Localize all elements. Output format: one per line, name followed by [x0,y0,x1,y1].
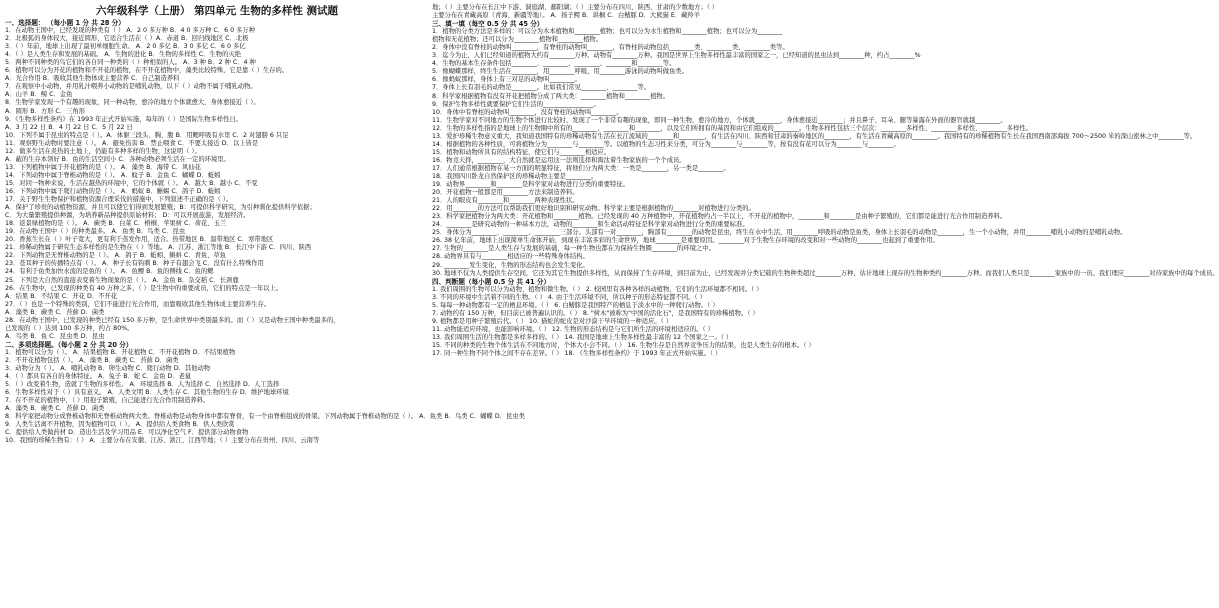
question-line: 11．生物学家对不同地方的生物个体进行比较时，发现了一个非常有趣的现象，即同一种生物，愈冷的地方，个体就________，身体愈接近________；并且鼻子、耳朵、腿等暴露在外面的器官就越________。 [432,116,1007,124]
question-line: 6．生物多样性对于（ ）具有意义。 A．人类文明 B．人类生存 C．其他生物的生存 D．维护地球环境 [5,389,289,397]
question-line: 4．（ ）是人类生存和发展的基础。 A．生物的进化 B．生物的多样性 C．生物的灭绝 [5,51,241,59]
question-line: 29. ________发生变化，生物的形态结构也会发生变化。 [432,261,589,269]
question-line: 10．我国的珍稀生物有：（ ） A．主要分布在安徽、江苏、浙江、江西等地；（ ）主要分布在贵州、四川、云南等 [5,437,320,445]
question-line: 15．对同一物种来说，生活在越热的环境中，它的个体就（ ）。 A．越大 B．越小 C．不变 [5,179,258,187]
question-line: A．蔽的生存本领好 B．鱼的生活空间小 C．各种动物必须生活在一定的环境里。 [5,155,230,163]
question-line: 8．生物学家发现一个有趣的现象，同一种动物，愈冷的地方个体就愈大，身体愈接近（ ）。 [5,99,260,107]
question-line: 28．在动物王国中，已发现的种类已经有 150 多万种，是生命世界中类别最多的。而（ ）又是动物王国中种类最多的， [5,316,340,324]
question-line: 21．珍稀动物属于研究生态多样性的是生物在（ ）等地。 A．江苏、浙江等地 B．长江中下游 C．四川、陕西 [5,244,312,252]
question-line: 20．开花植物一般都是用________方法来制造养料。 [432,189,579,197]
question-line: 植物和无花植物；还可以分为________植物和________植物。 [432,36,603,44]
question-line: 9．保护生物多样性就要保护它们生活的________________。 [432,100,600,108]
question-line: 26. 38 亿年前，地球上出现简单生命体开始，到现在丰富多彩的生命世界，地球________是重要原因。________对于生物生存环境的改变和对一些动物的________也起到了重要作用。 [432,237,939,245]
section-heading: 一、选择题： （每小题 1 分 共 28 分） [5,19,125,27]
question-line: 13．爱护珍稀生物意义重大，我知道我国特有的珍稀动物有生活在长江流域的________和________，有生活在四川、陕西和甘肃的秦岭地区的________，有生活在青藏高原的________。我国特有的珍稀植物有生长在我国西南部海拔 700～2500 米的深山密林之中________等。 [432,132,1197,140]
question-line: 21．人的眼皮有________和________两种表现性状。 [432,197,579,205]
question-line: 26．在生物中，已发现的种类有 40 万种之多，（ ）是生物中的重要成员，它们的特点是一年以上。 [5,284,283,292]
question-line: 9．《生物多样性条约》在 1993 年正式开始实施，每年的（ ）是国际生物多样性日。 [5,115,242,123]
section-heading: 三、填一填（每空 0.5 分 共 45 分） [432,20,544,29]
right-lines [432,4,1219,358]
question-line: 10．下列不属于昆虫的特点是（ ）。A．体躯三段头、胸、腹 B．用鳃呼吸有水里 C．2 对翅膀 6 只足 [5,131,289,139]
question-line: 15．植物和动物所具有的结构特征，使它们与________相适应。 [432,148,611,156]
question-line: A．山羊 B．鲸 C．金鱼 [5,91,73,99]
question-line: 11．观察野生动物时要注意（ ）。 A．避免伤害 B．禁止喂食 C．不要太接近 D．以上皆是 [5,139,259,147]
question-line: 9．人类生活离不开植物，因为植物可以（ ）。 A．提供给人类食物 B．供人类欣赏 [5,421,235,429]
question-line: 13．下列植物中属于开花植物的是（ ）。 A．藻类 B．海带 C．风仙花 [5,163,201,171]
question-line: 19．在动物王国中（ ）的种类最多。 A．鱼类 B．鸟类 C．昆虫 [5,228,186,236]
question-line: A．结果 B．不结果 C．开花 D．不开花 [5,292,118,300]
question-line: 14．下列动物中属于脊椎动物的是（ ）。 A．蚊子 B．金鱼 C．蝴蝶 D．蚯蚓 [5,171,221,179]
question-line: A．藻类 B．蕨类 C．苔藓 D．菌类 [5,405,105,413]
question-line: 1．在动物王国中，已经发现的种类有（ ） A．2 0 多万种 B．4 0 多万种 C．6 0 多万种 [5,27,255,35]
question-line: 17．关于野生生物保护和植物资源合理采伐的措施中，下列叙述不正确的是（ ）。 [5,196,233,204]
question-line: 25．身体分为________、________、________三部分。头部有一对________，胸部有________的动物是昆虫，终生在水中生活，用________呼吸的动物是鱼类，身体上长羽毛的动物是________，生一个小动物，并用________哺乳小动物的是哺乳动物。 [432,229,1127,237]
question-line: A．鸟类 B．鱼 C．昆虫类 D．昆虫 [5,332,105,340]
question-line: 6．植物可以分为开花的植物和不开花的植物，在不开花植物中，藻类比较特殊，它是靠（ ）生存的。 [5,67,289,75]
question-line: 22．用________的方法可以帮助我们更好地识别和研究动物。科学家主要是根据植物的________对植物进行分类的。 [432,205,755,213]
question-line: 5．像蝴蝶那样，终生生活在________，用________呼吸，用________游泳的动物叫做鱼类。 [432,68,688,76]
question-line: A．3 月 22 日 B．4 月 22 日 C．5 月 22 日 [5,123,133,131]
section-heading: 四、判断题（每小题 0.5 分 共 41 分） [432,277,551,286]
question-line: 6．像蚂蚁那样，身体上有三对足的动物叫________。 [432,76,581,84]
question-line: 25．下列是大自然的直接表变着生物现象的是（ ）。 A．金鱼 B．杂交稻 C．长颈鹿 [5,276,239,284]
question-line: 2．北极狐的身体较大，接近圆形，它适合生活在（ ）A．赤道 B．回归线地区 C．北极 [5,35,249,43]
question-line: 27. 生物的________是人类生存与发展的基础，每一种生物也都在为保持生物圈________的环境之中。 [432,245,715,253]
question-line: 16．下列动物中属于爬行动物的是（ ）。 A．蚂蚁 B．蜥蜴 C．鸽子 D．蚯蚓 [5,187,221,195]
question-line: 18．我国四川卧龙自然保护区的珍稀动物主要是________。 [432,172,598,180]
question-line: 5．（ ）改变着生物，造就了生物的多样性。 A．环境选择 B．人为选择 C．自然选择 D．人工选择 [5,381,280,389]
question-line: 12．做多生活在炎热的土地上，仍能有多种多样的生物，这说明（ ）。 [5,147,201,155]
question-line: 5．两种不同种类的鸟它们的各自同一种类的（ ）种相似的人。 A．3 种 B．2 种 C．4 种 [5,59,256,67]
question-line: 16．物竞天择，________，大自然就是运用这一法则选择和淘汰着生物家族的一个个成员。 [432,156,686,164]
question-line: A．圆形 B．方形 C．三角形 [5,107,85,115]
question-line: 24．________是研究动物的一种基本方法，动物的________和生命活动特征是科学家对动物进行分类的重要标准。 [432,221,749,229]
right-column [432,4,1219,358]
question-line: 主要分布在青藏高原（青海、新疆等地）。 A．扬子鳄 B．珙桐 C．白鳍豚 D．大熊猫 E．藏羚羊 [432,12,700,20]
question-line: C．提供给人类做药材 D．造出生活及学习用品 E．可以净化空气 F．提供部分动物食物 [5,429,249,437]
question-line: 已发现的（ ）达到 100 多万种，约占 80%。 [5,324,134,332]
question-line: 2．不开花植物包括（ ）。 A．藻类 B．蕨类 C．苔藓 D．菌类 [5,356,179,364]
question-line: 10．身体中有脊柱的动物叫________，没有脊柱的动物叫________。 [432,108,623,116]
question-line: 17. 同一种生物不同个体之间不存在差异。（ ） 18. 《生物多样性条约》于 1993 年正式开始实施。（ ） [432,350,722,358]
question-line: 23．科学家把植物分为两大类：开花植物和________植物。已经发现的 40 万种植物中，开花植物约占一半以上，不开花的植物中，________和________是由种子繁殖的，它们都是能进行光合作用制造养料。 [432,213,1007,221]
question-line: 8．科学家根据植物有没有开花把植物分成了两大类：________植物和________植物。 [432,92,669,100]
question-line: 28. 动物界具有与________相适应的一些特殊身体结构。 [432,253,589,261]
question-line: 地；（ ）主要分布在长江中下游、洞庭湖、鄱阳湖；（ ）主要分布在四川、陕西、甘肃的少数地方；（ ） [432,4,719,11]
question-line: 1．植物的分类方法是多样的：可以分为木本植物和________植物；也可以分为水生植物和________植物；也可以分为________ [432,28,783,36]
question-line: 18．返景绿植物的是（ ）。 A．蕨类 B．白菜 C．梧桐、苹果树 C．荷花、玉兰 [5,220,227,228]
question-line: 3．迄今为止，人们已经知道的植物大约有________万种。动物有________万种。我国是世界上生物多样性最丰富的国家之一，已经知道的昆虫达到________种，约占________% [432,52,921,60]
question-line: 4．生物的基本生存条件包括________、________、________、________和________等。 [432,60,676,68]
question-line: 7．在观察中小动物，并用乳汁喂养小动物的是哺乳动物，以下（ ）动物不属于哺乳动物。 [5,83,257,91]
question-line: 7．身体上长有羽毛的动物是________。比如我们常见________、________等。 [432,84,651,92]
question-line: 12．生物的多样性指的是地球上的生物圈中所有的________、________和________，以及它们所拥有的基因和由它们组成的________。生物多样性包括三个层次：________多样性、________多样性、________多样性。 [432,124,1032,132]
question-line: C．为大量繁殖提供种源，为培养新品种提供原始材料； D：可以开展旅游，发展经济。 [5,212,250,220]
question-line: 13. 我们周围生活的生物都是多样多样的。（ ） 14. 我国是地球上生物多样性最丰富的 12 个国家之一。（ ） [432,333,733,341]
question-line: 11. 动物能适应环境，也能影响环境。（ ） 12. 生物的形态结构是与它们所生活的环境相适应的。（ ） [432,325,714,333]
question-line: 20．香蕉生长在（ ）叶子宽大，更有利于蒸发作用，适合。热带地区 B．温带地区 C．寒带地区 [5,236,274,244]
question-line: 5. 每每一种动物都有一定的栖息环境。（ ） 6. 白鳍豚是我国特产的栖息于淡水中的一种爬行动物。（ ） [432,301,719,309]
question-line: A．保护了珍贵的动植物资源，并且可以使它们得到发展繁殖；B：可提供科学研究，为引种驯化提供科学依据； [5,204,316,212]
question-line: 9. 植物都是用种子繁殖后代。（ ） 10. 猫蛇的蛇皮是对沙漠干早环境的一种适应。（ ） [432,317,673,325]
section-heading: 二、多项选择题。（每小题 2 分 共 20 分） [5,340,133,349]
question-line: 27．（ ）也是一个特殊的类别，它们不能进行光合作用，而靠吸收其他生物体成主要营养生存。 [5,300,271,308]
question-line: 22．下列动物是无脊椎动物的是（ ）。 A．鸽子 B．蚯蚓、蝌蚪 C．青鱼、草鱼 [5,252,227,260]
question-line: 19．动物界________和________是科学家对动物进行分类的重要特征。 [432,181,629,189]
question-line: 15. 不同的种类的生物个体生活在不同地方时，个体大小会不同。（ ） 16. 生物生存是自然界竞争压力的结果，也是人类生存的根本。（ ） [432,341,815,349]
question-line: 3．动物分为（ ）。 A．哺乳动物 B．卵生动物 C．爬行动物 D．其他动物 [5,365,211,373]
question-line: 3. 不同的环境中生活着不同的生物。（ ） 4. 由于生活环境不同，所以种子的形态特征都不同。（ ） [432,293,706,301]
page-title: 六年级科学（上册） 第四单元 生物的多样性 测试题 [96,5,338,17]
question-line: 7. 动物约有 150 万种，但目前已被普遍认识的。（ ） 8. "树木"被称为"中国的活化石"，是我国特有的珍稀植物。（ ） [432,309,759,317]
question-line: 2．身体中没有脊柱的动物叫________，有脊柱的动物叫________，有脊柱的动物包括________类、________类、________类等。 [432,44,789,52]
question-line: 3．（ ）年前，地球上出现了最初单细胞生命。 A．2 0 多亿 B．3 0 多亿 C．6 0 多亿 [5,43,246,51]
question-line: 4．（ ）都具有各自的身体特征。 A．兔子 B．蛇 C．金鱼 D．老鼠 [5,373,192,381]
question-line: 30. 地球不仅为人类提供生存空间，它还为其它生物提供多样性，从而保持了生存环境，到目前为止，已经发现并分类记载的生物种类超过________万种，估计地球上现存的生物种类约________万种。而我们人类只是________家族中的一员。我们理应________对待家族中的每个成员。 [432,269,1219,277]
question-line: 14．根据植物的各种性质，可将植物分为________与________等。以植物的生态习性来分类，可分为________与________等，按有没有花可以分为________与________。 [432,140,900,148]
question-line: 8．科学家把动物分成脊椎动物和无脊椎动物两大类。脊椎动物是动物身体中都有脊骨，有一个由脊椎组成的骨架。下列动物属于脊椎动物的是（ ）。 A．鱼类 B．鸟类 C．蝴蝶 D．昆虫类 [5,413,525,421]
question-line: 23．苍耳种子的传播特点有（ ）。 A．种子长有钩刺 B．种子有翅会飞 C．没有什么特殊作用 [5,260,264,268]
question-line: 1．植物可以分为（ ）。 A．结果植物 B．开花植物 C．不开花植物 D．不结果植物 [5,348,236,356]
question-line: A．藻类 B．蕨类 C．苔藓 D．菌类 [5,308,105,316]
question-line: 17．人们通常根据植物在某一方面的明显特征，将他们分为两大类：一类是________，另一类是________。 [432,164,730,172]
question-line: 24．有利于鱼类加快水流的是鱼的（ ）。 A．鱼鳔 B．鱼的侧线 C．鱼的鳃 [5,268,214,276]
question-line: 7．在不开花的植物中，（ ）用孢子繁殖，自己能进行光合作用制造养料。 [5,397,210,405]
question-line: 1. 我们周围的生物可以分为动物、植物和微生物。（ ） 2. 校园里有各种各样的动植物，它们的生活环境都不相同。（ ） [432,285,763,293]
question-line: A．光合作用 B．吸收其他生物体成主要营养 C．自己制造养料 [5,75,180,83]
